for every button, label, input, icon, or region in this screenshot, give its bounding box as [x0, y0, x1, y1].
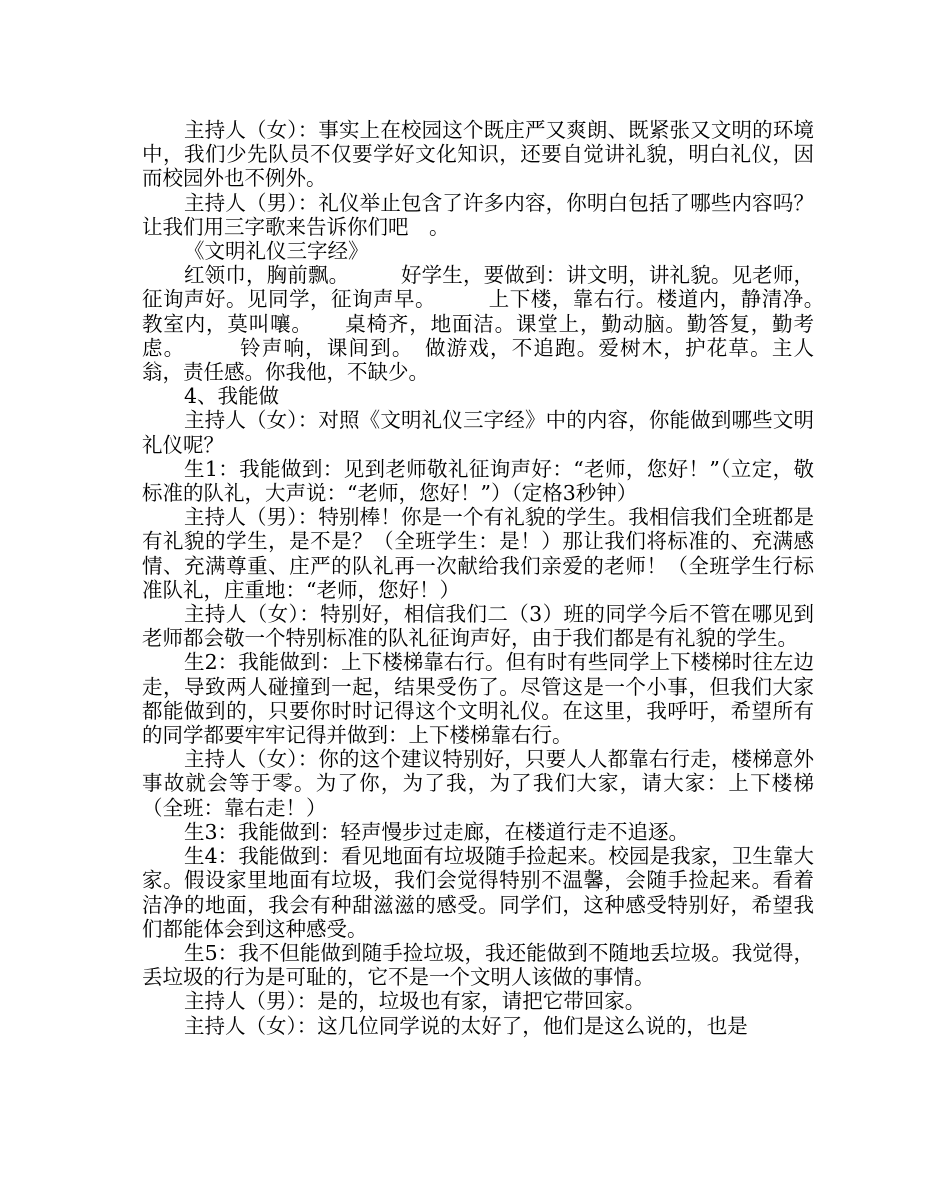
paragraph-student-4: 生4：我能做到：看见地面有垃圾随手捡起来。校园是我家，卫生靠大家。假设家里地面有垃圾，我们会觉得特别不温馨，会随手捡起来。看着洁净的地面，我会有种甜滋滋的感受。同学们，这种感受特别好，希望我们都能体会到这种感受。	[142, 844, 814, 941]
paragraph-student-1: 生1：我能做到：见到老师敬礼征询声好：“老师，您好！”（立定，敬标准的队礼，大声说：“老师，您好！”）（定格3秒钟）	[142, 456, 814, 506]
paragraph-student-5: 生5：我不但能做到随手捡垃圾，我还能做到不随地丢垃圾。我觉得，丢垃圾的行为是可耻的，它不是一个文明人该做的事情。	[142, 940, 814, 990]
paragraph-rhyme-title: 《文明礼仪三字经》	[184, 239, 369, 264]
paragraph-host-female-closing: 主持人（女）：这几位同学说的太好了，他们是这么说的，也是	[184, 1013, 748, 1038]
paragraph-host-female-suggestion: 主持人（女）：你的这个建议特别好，只要人人都靠右行走，楼梯意外事故就会等于零。为了你，为了我，为了我们大家，请大家：上下楼梯（全班：靠右走！）	[142, 747, 814, 820]
paragraph-student-3: 生3：我能做到：轻声慢步过走廊，在楼道行走不追逐。	[184, 819, 690, 844]
paragraph-rhyme-body: 红领巾，胸前飘。 好学生，要做到：讲文明，讲礼貌。见老师，征询声好。见同学，征询声早。 上下楼，靠右行。楼道内，静清净。 教室内，莫叫嚷。 桌椅齐，地面洁。课堂上，勤动脑。勤答复，勤考虑。 铃声响，课间到。 做游戏，不追跑。爱树木，护花草。主人翁，责任感。你我他，不缺少。	[142, 263, 835, 385]
paragraph-host-female-praise: 主持人（女）：特别好，相信我们二（3）班的同学今后不管在哪见到老师都会敬一个特别标准的队礼征询声好，由于我们都是有礼貌的学生。	[142, 602, 814, 651]
paragraph-host-male-garbage: 主持人（男）：是的，垃圾也有家，请把它带回家。	[184, 989, 646, 1014]
paragraph-host-male-praise: 主持人（男）：特别棒！你是一个有礼貌的学生。我相信我们全班都是有礼貌的学生，是不是？（全班学生：是！）那让我们将标准的、充满感情、充满尊重、庄严的队礼再一次献给我们亲爱的老师！（全班学生行标准队礼，庄重地：“老师，您好！）	[142, 505, 814, 602]
paragraph-host-female-intro: 主持人（女）：事实上在校园这个既庄严又爽朗、既紧张又文明的环境中，我们少先队员不仅要学好文化知识，还要自觉讲礼貌，明白礼仪，因而校园外也不例外。	[142, 118, 814, 191]
document-page	[142, 118, 835, 1038]
paragraph-host-female-question: 主持人（女）：对照《文明礼仪三字经》中的内容，你能做到哪些文明礼仪呢？	[142, 408, 814, 457]
paragraph-student-2: 生2：我能做到：上下楼梯靠右行。但有时有些同学上下楼梯时往左边走，导致两人碰撞到一起，结果受伤了。尽管这是一个小事，但我们大家都能做到的，只要你时时记得这个文明礼仪。在这里，我呼吁，希望所有的同学都要牢牢记得并做到：上下楼梯靠右行。	[142, 650, 814, 748]
paragraph-host-male-etiquette: 主持人（男）：礼仪举止包含了许多内容，你明白包括了哪些内容吗？让我们用三字歌来告诉你们吧 。	[142, 190, 814, 239]
section-heading-i-can-do: 4、我能做	[184, 384, 280, 409]
